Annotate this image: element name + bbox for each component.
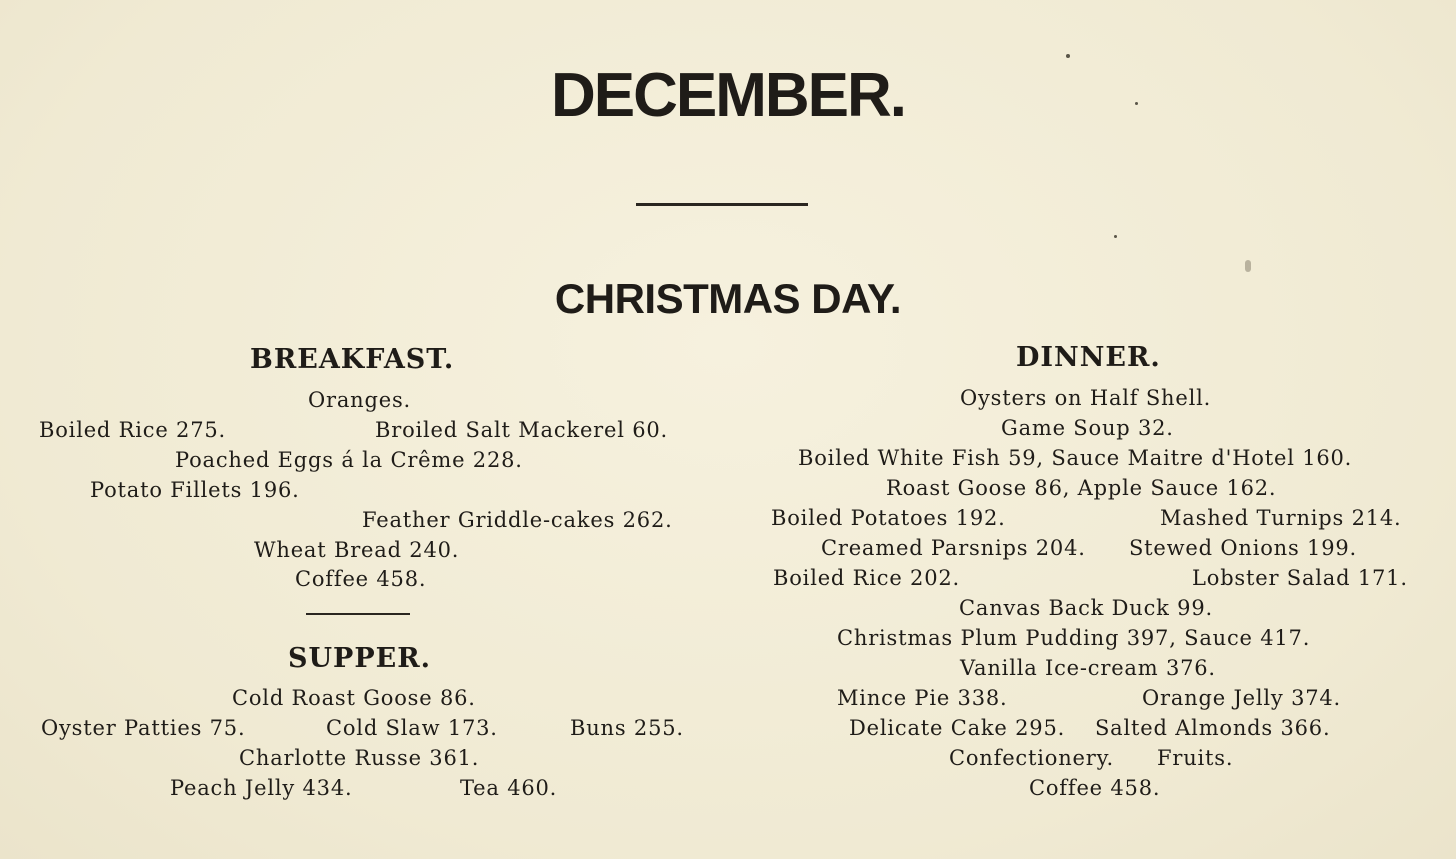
breakfast-item: Oranges.	[308, 388, 412, 412]
dinner-item: Mashed Turnips 214.	[1160, 506, 1402, 530]
dinner-item: Stewed Onions 199.	[1129, 536, 1358, 560]
breakfast-heading: BREAKFAST.	[250, 344, 455, 375]
dinner-item: Confectionery.	[949, 746, 1114, 770]
supper-item: Oyster Patties 75.	[41, 716, 246, 740]
supper-item: Buns 255.	[570, 716, 684, 740]
dinner-item: Salted Almonds 366.	[1095, 716, 1331, 740]
paper-speck	[1114, 235, 1117, 238]
dinner-item: Mince Pie 338.	[837, 686, 1008, 710]
dinner-item: Boiled Potatoes 192.	[771, 506, 1006, 530]
dinner-item: Boiled White Fish 59, Sauce Maitre d'Hotel 160.	[798, 446, 1353, 470]
dinner-item: Coffee 458.	[1029, 776, 1161, 800]
supper-item: Charlotte Russe 361.	[239, 746, 480, 770]
month-title: DECEMBER.	[550, 61, 906, 130]
breakfast-item: Feather Griddle-cakes 262.	[362, 508, 673, 532]
dinner-item: Orange Jelly 374.	[1142, 686, 1342, 710]
dinner-item: Lobster Salad 171.	[1192, 566, 1408, 590]
paper-speck	[1135, 102, 1138, 105]
breakfast-item: Coffee 458.	[295, 567, 427, 591]
supper-item: Cold Roast Goose 86.	[232, 686, 476, 710]
supper-heading: SUPPER.	[288, 643, 432, 674]
supper-item: Tea 460.	[460, 776, 558, 800]
dinner-item: Boiled Rice 202.	[773, 566, 961, 590]
dinner-item: Game Soup 32.	[1001, 416, 1174, 440]
dinner-item: Oysters on Half Shell.	[960, 386, 1212, 410]
dinner-item: Roast Goose 86, Apple Sauce 162.	[886, 476, 1277, 500]
day-title: CHRISTMAS DAY.	[554, 275, 902, 322]
breakfast-item: Potato Fillets 196.	[90, 478, 300, 502]
title-divider	[636, 203, 808, 206]
dinner-item: Creamed Parsnips 204.	[821, 536, 1086, 560]
section-divider	[306, 613, 410, 615]
supper-item: Peach Jelly 434.	[170, 776, 353, 800]
dinner-item: Delicate Cake 295.	[849, 716, 1066, 740]
breakfast-item: Broiled Salt Mackerel 60.	[375, 418, 669, 442]
breakfast-item: Wheat Bread 240.	[254, 538, 460, 562]
dinner-item: Christmas Plum Pudding 397, Sauce 417.	[837, 626, 1311, 650]
dinner-item: Canvas Back Duck 99.	[959, 596, 1213, 620]
breakfast-item: Boiled Rice 275.	[39, 418, 227, 442]
dinner-heading: DINNER.	[1016, 342, 1161, 373]
dinner-item: Fruits.	[1157, 746, 1234, 770]
dinner-item: Vanilla Ice-cream 376.	[960, 656, 1216, 680]
breakfast-item: Poached Eggs á la Crême 228.	[175, 448, 523, 472]
supper-item: Cold Slaw 173.	[326, 716, 498, 740]
paper-speck	[1245, 260, 1251, 272]
paper-speck	[1066, 54, 1070, 58]
